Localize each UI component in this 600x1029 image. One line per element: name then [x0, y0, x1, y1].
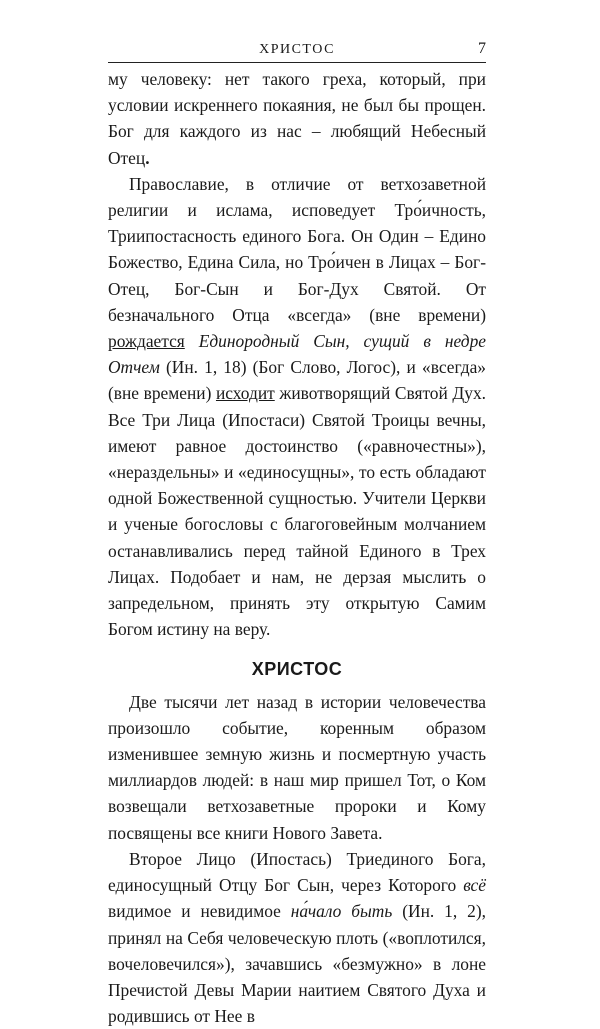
section-heading: ХРИСТОС	[251, 659, 343, 680]
paragraph-christ-intro	[108, 689, 486, 846]
text-run: Второе Лицо (Ипостась) Триединого Бога, единосущный Отцу Бог Сын, через Которого	[108, 848, 486, 896]
underlined-term-begotten: рождается	[108, 331, 185, 352]
paragraph-trinity	[108, 171, 486, 643]
text-run: (Ин. 1, 2), принял на Себя человеческую плоть («воплотился, вочеловечился»), зачавшись «безмужно» в лоне Пречистой Девы Марии наитием Святого Духа и родившись от Нее в	[108, 901, 486, 1027]
text-run: (Ин. 1, 18) (Бог Слово, Логос), и «всегда» (вне времени)	[108, 357, 486, 404]
italic-phrase: на́чало быть	[290, 901, 393, 922]
italic-quote: Единородный Сын, сущий в недре Отчем	[108, 331, 486, 378]
body-text	[108, 66, 486, 1029]
bold-period: .	[145, 147, 150, 168]
paragraph-incarnation	[108, 846, 486, 1029]
paragraph-text: Две тысячи лет назад в истории человечества произошло событие, коренным образом изменившее земную жизнь и посмертную участь миллиардов людей: в наш мир пришел Тот, о Ком возвещали ветхозаветные пророки и Кому посвящены все книги Нового Завета.	[108, 691, 486, 843]
text-run: видимое и невидимое	[108, 901, 291, 922]
paragraph-continued	[108, 66, 486, 171]
running-header	[108, 38, 486, 63]
underlined-term-proceeds: исходит	[215, 383, 275, 404]
italic-word: всё	[463, 875, 486, 896]
page-number: 7	[478, 40, 486, 57]
running-title: ХРИСТОС	[259, 42, 335, 57]
paragraph-text: му человеку: нет такого греха, который, при условии искреннего покаяния, не был бы прощен. Бог для каждого из нас – любящий Небесный Отец	[108, 69, 486, 168]
text-run: животворящий Святой Дух. Все Три Лица (Ипостаси) Святой Троицы вечны, имеют равное достоинство («равночестны»), «нераздельны» и «единосущны», то есть обладают одной Божественной сущностью. Учители Церкви и ученые богословы с благоговейным молчанием останавливались перед тайной Единого в Трех Лицах. Подобает и нам, не дерзая мыслить о запредельном, принять эту открытую Самим Богом истину на веру.	[108, 383, 486, 640]
text-run	[185, 331, 199, 351]
text-run: Православие, в отличие от ветхозаветной религии и ислама, исповедует Тро́ичность, Триипостасность единого Бога. Он Один – Едино Божество, Едина Сила, но Тро́ичен в Лицах – Бог-Отец, Бог-Сын и Бог-Дух Святой. От безначального Отца «всегда» (вне времени)	[108, 173, 486, 325]
